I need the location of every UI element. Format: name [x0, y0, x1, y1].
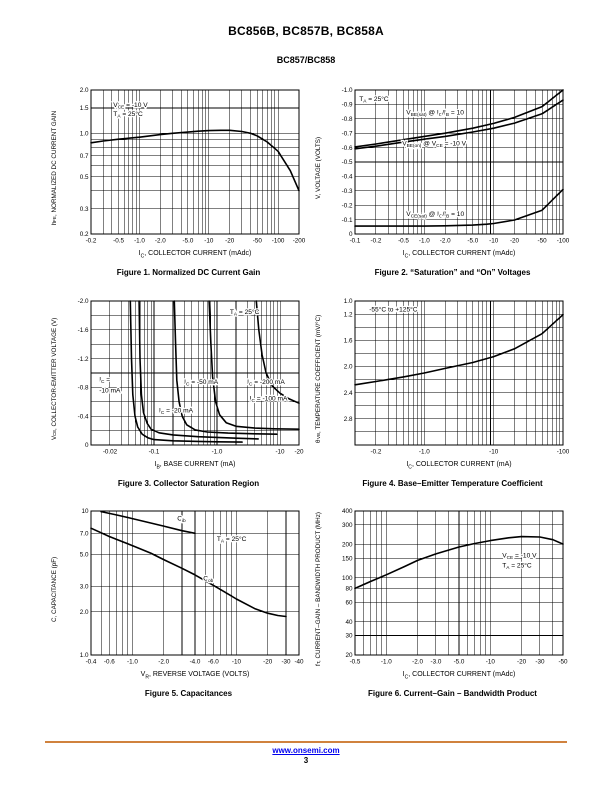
y-tick-label: 2.0: [343, 363, 353, 371]
x-tick-label: -1.0: [418, 448, 430, 456]
figure-1-x-axis-label: $I_C$, COLLECTOR CURRENT (mAdc): [138, 250, 252, 260]
figure-2-caption: Figure 2. “Saturation” and “On” Voltages: [374, 268, 531, 278]
x-tick-label: -10: [204, 237, 214, 245]
curve-annotation: -55°C to +125°C: [369, 306, 418, 314]
y-tick-label: 1.2: [343, 311, 353, 319]
curve-annotation: $I_C = -50$ mA: [184, 378, 219, 388]
x-tick-label: -10: [275, 448, 285, 456]
x-tick-label: -1.0: [418, 237, 430, 245]
figure-1-caption: Figure 1. Normalized DC Current Gain: [116, 268, 261, 278]
y-tick-label: -0.8: [77, 384, 89, 392]
x-tick-label: -20: [225, 237, 235, 245]
x-tick-label: -6.0: [207, 658, 219, 666]
x-tick-label: -0.02: [102, 448, 118, 456]
x-tick-label: -4.0: [189, 658, 201, 666]
y-tick-label: 5.0: [79, 551, 89, 559]
y-tick-label: 2.0: [79, 608, 89, 616]
figure-2-plot: [325, 84, 577, 252]
figure-5-y-axis-label: C, CAPACITANCE (pF): [51, 556, 58, 622]
y-tick-label: -1.0: [341, 87, 353, 95]
curve-annotation: $I_C = -20$ mA: [159, 407, 194, 417]
y-tick-label: 3.0: [79, 583, 89, 591]
y-tick-label: 10: [81, 508, 89, 516]
x-tick-label: -10: [485, 658, 495, 666]
y-tick-label: 2.4: [343, 389, 353, 397]
x-tick-label: -0.6: [103, 658, 115, 666]
x-tick-label: -200: [292, 237, 306, 245]
y-tick-label: 1.0: [343, 298, 353, 306]
curve-annotation: $V_{CE} = -10$ V: [113, 102, 148, 111]
x-tick-label: -20: [509, 237, 520, 245]
page-subtitle: BC857/BC858: [276, 55, 336, 65]
onsemi-website-link[interactable]: www.onsemi.com: [272, 746, 340, 755]
y-tick-label: -0.9: [341, 101, 353, 109]
y-tick-label: 80: [345, 585, 353, 593]
figure-6-plot: [325, 505, 577, 673]
x-tick-label: -1.0: [380, 658, 392, 666]
figure-5-x-axis-label: $V_R$, REVERSE VOLTAGE (VOLTS): [140, 671, 250, 681]
x-tick-label: -50: [537, 237, 547, 245]
x-tick-label: -2.0: [158, 658, 170, 666]
figure-5-caption: Figure 5. Capacitances: [144, 689, 233, 699]
y-tick-label: 200: [341, 541, 353, 549]
x-tick-label: -30: [535, 658, 545, 666]
x-tick-label: -50: [252, 237, 262, 245]
y-tick-label: 2.8: [343, 416, 353, 423]
x-tick-label: -10: [489, 448, 499, 456]
x-tick-label: -1.0: [211, 448, 223, 456]
x-tick-label: -0.2: [370, 448, 382, 456]
curve-annotation: $T_A = 25^\circ C$: [113, 111, 143, 120]
y-tick-label: 1.0: [79, 130, 89, 138]
y-tick-label: -0.3: [341, 188, 353, 195]
y-tick-label: 20: [345, 652, 353, 660]
x-tick-label: -20: [294, 448, 304, 456]
y-tick-label: 0.5: [79, 173, 89, 181]
x-tick-label: -0.5: [349, 658, 361, 666]
y-tick-label: 100: [341, 574, 353, 582]
x-tick-label: -5.0: [453, 658, 465, 666]
curve-annotation: $T_A = 25^\circ C$: [502, 562, 532, 571]
y-tick-label: -1.6: [77, 327, 89, 334]
x-tick-label: -5.0: [467, 237, 479, 245]
figure-6-current-gain-bandwidth-product: [312, 505, 580, 698]
figure-2-saturation-on-voltages: [312, 84, 580, 277]
series-curve: [355, 315, 563, 385]
x-tick-label: -10: [231, 658, 241, 666]
figure-3-caption: Figure 3. Collector Saturation Region: [117, 479, 260, 489]
y-tick-label: 300: [341, 522, 353, 529]
figure-3-collector-saturation-region: [48, 295, 316, 488]
y-tick-label: -2.0: [77, 298, 89, 306]
x-tick-label: -2.0: [439, 237, 451, 245]
series-curve: [256, 301, 299, 403]
curve-annotation: $I_C$ =: [99, 376, 111, 386]
x-tick-label: -0.4: [85, 658, 97, 666]
curve-annotation: $V_{BE(on)}$ @ $V_{CE} = -10$ V: [402, 140, 467, 149]
curve-annotation: $C_{ib}$: [177, 515, 186, 524]
x-tick-label: -2.0: [412, 658, 424, 666]
figure-4-plot: [325, 295, 577, 463]
curve-annotation: $V_{CE(sat)}$ @ $I_C/I_B = 10$: [406, 211, 465, 220]
y-tick-label: -0.4: [341, 173, 353, 181]
y-tick-label: 0: [84, 442, 89, 450]
y-tick-label: 30: [345, 632, 353, 640]
x-tick-label: -40: [294, 658, 304, 666]
curve-annotation: $T_A = 25^\circ C$: [359, 95, 389, 105]
x-tick-label: -50: [558, 658, 568, 666]
figure-3-y-axis-label: V CE , COLLECTOR-EMITTER VOLTAGE (V): [51, 317, 58, 441]
figure-6-caption: Figure 6. Current–Gain – Bandwidth Product: [368, 689, 537, 699]
y-tick-label: -1.2: [77, 355, 89, 363]
x-tick-label: -10: [489, 237, 499, 245]
x-tick-label: -30: [281, 658, 291, 666]
y-tick-label: 1.6: [343, 337, 353, 345]
y-tick-label: -0.2: [341, 202, 353, 210]
series-curve: [209, 301, 299, 429]
figure-2-y-axis-label: V, VOLTAGE (VOLTS): [315, 136, 322, 200]
figure-5-plot: [61, 505, 313, 673]
y-tick-label: 7.0: [79, 530, 89, 538]
series-curve: [355, 189, 563, 226]
series-curve: [91, 528, 286, 616]
y-tick-label: 0.7: [79, 152, 89, 160]
figure-6-y-axis-label: f T , CURRENT–GAIN – BANDWIDTH PRODUCT (MHz): [315, 511, 322, 667]
curve-annotation: $T_A = 25^\circ C$: [216, 535, 247, 545]
x-tick-label: -0.1: [148, 448, 160, 456]
plot-frame: [355, 301, 563, 445]
x-tick-label: -100: [556, 237, 570, 245]
x-tick-label: -0.5: [113, 237, 125, 245]
curve-annotation: $I_C = -200$ mA: [247, 378, 285, 388]
x-tick-label: -2.0: [154, 237, 166, 245]
series-curve: [91, 130, 299, 190]
page-number: 3: [303, 756, 309, 765]
curve-annotation: $V_{CE} = -10$ V: [502, 552, 537, 561]
curve-annotation: $T_A = 25^\circ C$: [229, 309, 260, 318]
figure-2-x-axis-label: $I_C$, COLLECTOR CURRENT (mAdc): [402, 250, 516, 260]
y-tick-label: 1.5: [79, 105, 89, 113]
y-tick-label: 0.2: [79, 231, 89, 239]
y-tick-label: -0.7: [341, 130, 353, 138]
y-tick-label: 0.3: [79, 205, 89, 213]
figure-1-y-axis-label: h FE , NORMALIZED DC CURRENT GAIN: [51, 110, 58, 226]
footer-divider: [45, 741, 567, 743]
x-tick-label: -0.2: [85, 237, 97, 245]
series-curve: [139, 301, 258, 439]
figure-4-base-emitter-temperature-coefficient: [312, 295, 580, 488]
y-tick-label: -0.8: [341, 116, 353, 123]
x-tick-label: -5.0: [182, 237, 194, 245]
figure-1-normalized-dc-current-gain: [48, 84, 316, 277]
y-tick-label: 2.0: [79, 87, 89, 95]
figure-3-plot: [61, 295, 313, 463]
x-tick-label: -1.0: [126, 658, 138, 666]
y-tick-label: -0.5: [341, 159, 353, 167]
y-tick-label: 150: [341, 555, 353, 563]
x-tick-label: -100: [556, 448, 570, 456]
y-tick-label: 0: [348, 231, 353, 239]
y-tick-label: -0.1: [341, 216, 353, 224]
x-tick-label: -0.5: [398, 237, 409, 245]
figure-3-x-axis-label: $I_B$, BASE CURRENT (mA): [154, 461, 236, 471]
curve-annotation: $I_C = -100$ mA: [249, 395, 288, 404]
x-tick-label: -1.0: [134, 237, 145, 245]
curve-annotation: $V_{BE(sat)}$ @ $I_C/I_B = 10$: [406, 109, 464, 118]
y-tick-label: 60: [345, 599, 353, 607]
x-tick-label: -3.0: [430, 658, 442, 666]
x-tick-label: -20: [517, 658, 527, 666]
figure-6-x-axis-label: $I_C$, COLLECTOR CURRENT (mAdc): [402, 671, 516, 681]
x-tick-label: -20: [263, 658, 273, 666]
y-tick-label: 400: [341, 508, 353, 516]
y-tick-label: 40: [345, 618, 353, 626]
curve-annotation: -10 mA: [99, 387, 121, 395]
figure-4-y-axis-label: θ VB , TEMPERATURE COEFFICIENT (mV/°C): [315, 315, 322, 443]
figure-4-x-axis-label: $I_C$, COLLECTOR CURRENT (mA): [406, 461, 512, 471]
x-tick-label: -0.1: [349, 237, 361, 245]
y-tick-label: 1.0: [79, 652, 89, 660]
y-tick-label: -0.6: [341, 144, 353, 152]
figure-1-plot: [61, 84, 313, 252]
page-title: BC856B, BC857B, BC858A: [228, 24, 384, 38]
y-tick-label: -0.4: [77, 413, 89, 421]
figure-4-caption: Figure 4. Base–Emitter Temperature Coefficient: [362, 479, 543, 489]
x-tick-label: -0.2: [370, 237, 382, 245]
figure-5-capacitances: [48, 505, 316, 698]
x-tick-label: -100: [271, 237, 285, 245]
curve-annotation: $C_{ob}$: [203, 575, 214, 584]
